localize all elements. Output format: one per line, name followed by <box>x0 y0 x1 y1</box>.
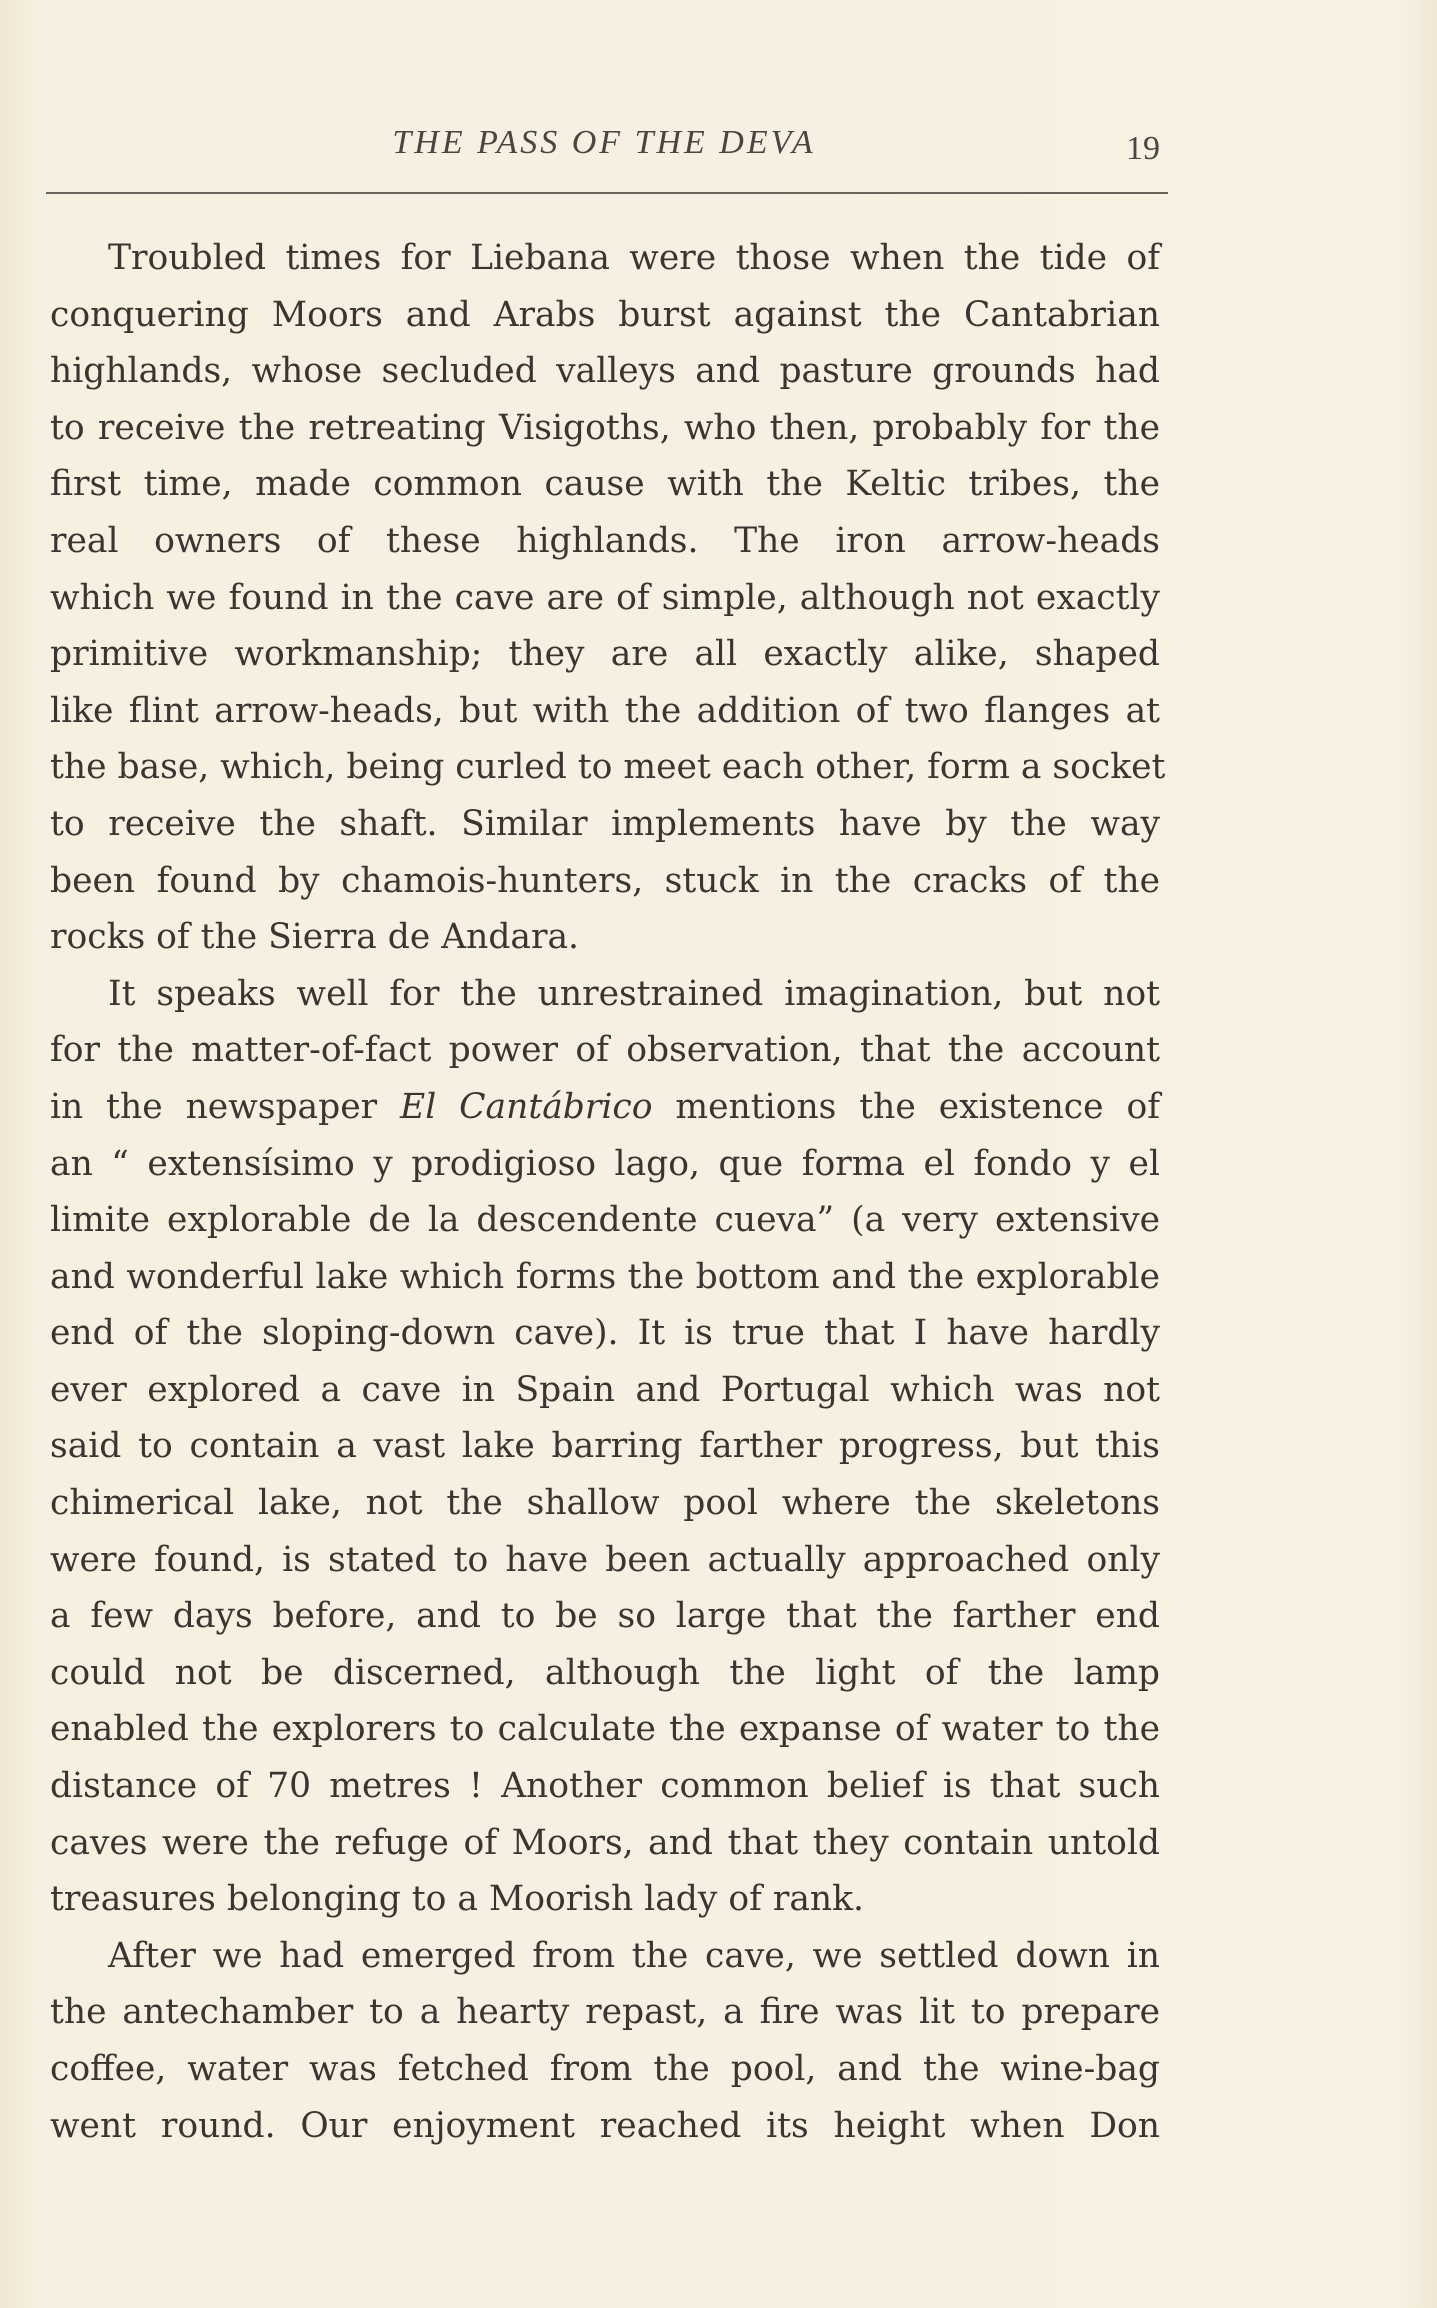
text-line: highlands, whose secluded valleys and pasture grounds had <box>50 351 1160 392</box>
text-line: ever explored a cave in Spain and Portugal which was not <box>50 1369 1160 1410</box>
body-text <box>50 230 1166 2154</box>
text-line: the antechamber to a hearty repast, a fire was lit to prepare <box>50 1992 1160 2033</box>
text-line: a few days before, and to be so large that the farther end <box>50 1596 1160 1637</box>
text-line: primitive workmanship; they are all exactly alike, shaped <box>50 634 1160 675</box>
text-line: could not be discerned, although the light of the lamp <box>50 1652 1160 1693</box>
text-line: like flint arrow-heads, but with the addition of two flanges at <box>50 690 1160 731</box>
text-line: conquering Moors and Arabs burst against the Cantabrian <box>50 294 1160 335</box>
text-line: After we had emerged from the cave, we settled down in <box>108 1935 1160 1976</box>
text-segment: in the newspaper <box>50 1086 378 1127</box>
text-line: enabled the explorers to calculate the expanse of water to the <box>50 1709 1160 1750</box>
text-line: to receive the shaft. Similar implements have by the way <box>50 803 1160 844</box>
text-line: were found, is stated to have been actually approached only <box>50 1539 1160 1580</box>
text-line: rocks of the Sierra de Andara. <box>50 917 580 958</box>
newspaper-title: El Cantábrico <box>400 1086 653 1127</box>
text-line-with-italic <box>50 1079 1160 1136</box>
text-line: It speaks well for the unrestrained imagination, but not <box>108 973 1160 1014</box>
text-line: caves were the refuge of Moors, and that they contain untold <box>50 1822 1160 1863</box>
text-line: the base, which, being curled to meet each other, form a socket <box>50 747 1166 788</box>
text-line: end of the sloping-down cave). It is true that I have hardly <box>50 1313 1160 1354</box>
header-rule <box>46 192 1168 194</box>
text-line: been found by chamois-hunters, stuck in the cracks of the <box>50 860 1160 901</box>
text-line: which we found in the cave are of simple, although not exactly <box>50 577 1160 618</box>
text-line: first time, made common cause with the Keltic tribes, the <box>50 464 1160 505</box>
running-title: THE PASS OF THE DEVA <box>392 124 816 161</box>
text-line: Troubled times for Liebana were those when the tide of <box>108 238 1160 278</box>
text-line: real owners of these highlands. The iron arrow-heads <box>50 520 1160 561</box>
text-line: distance of 70 metres ! Another common belief is that such <box>50 1766 1160 1807</box>
text-line: chimerical lake, not the shallow pool where the skeletons <box>50 1483 1160 1524</box>
text-line: for the matter-of-fact power of observation, that the account <box>50 1030 1160 1071</box>
text-line: coffee, water was fetched from the pool, and the wine-bag <box>50 2049 1160 2089</box>
page-number: 19 <box>1126 130 1160 167</box>
text-line: to receive the retreating Visigoths, who then, probably for the <box>50 407 1160 448</box>
text-line: limite explorable de la descendente cueva” (a very extensive <box>50 1200 1160 1241</box>
text-line: an “ extensísimo y prodigioso lago, que forma el fondo y el <box>50 1143 1160 1184</box>
text-line: said to contain a vast lake barring farther progress, but this <box>50 1426 1160 1467</box>
running-head <box>48 124 1160 174</box>
text-line: and wonderful lake which forms the bottom and the explorable <box>50 1256 1160 1297</box>
text-segment: mentions the existence of <box>675 1086 1160 1127</box>
text-line: treasures belonging to a Moorish lady of rank. <box>50 1879 864 1920</box>
text-line: went round. Our enjoyment reached its height when Don <box>50 2105 1160 2146</box>
